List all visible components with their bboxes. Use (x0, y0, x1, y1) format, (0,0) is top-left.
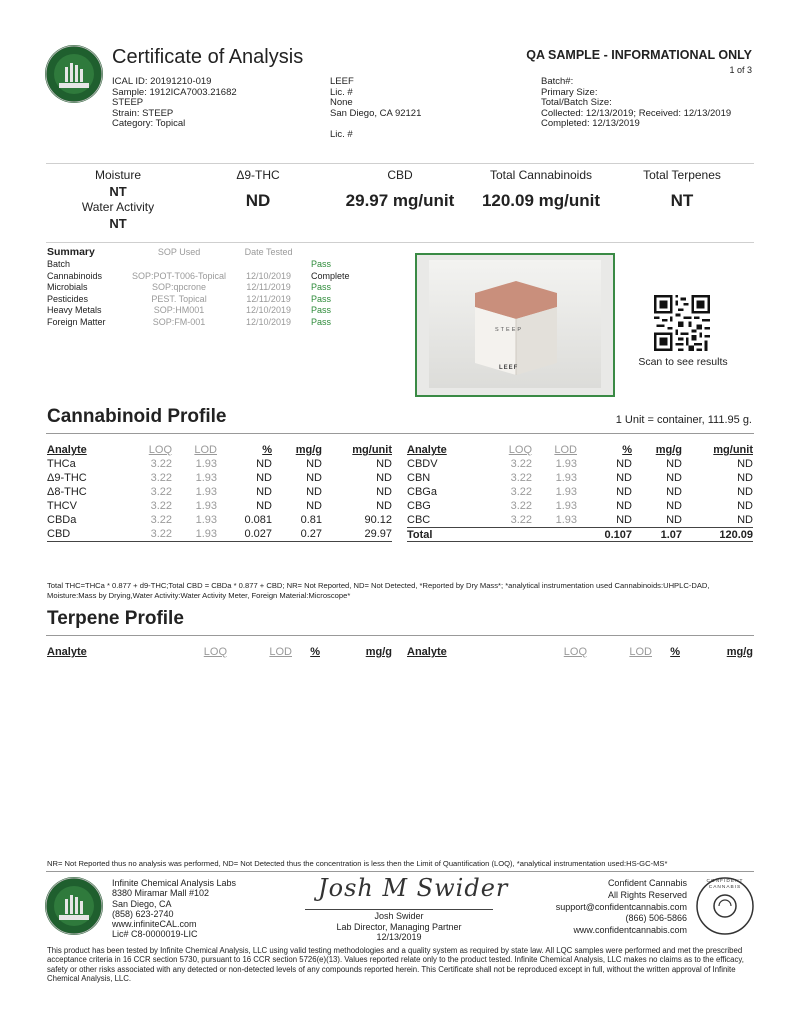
cell-mg-unit: ND (376, 458, 392, 470)
total-lod (532, 528, 577, 543)
divider (46, 163, 754, 164)
sample-line: Category: Topical (112, 118, 186, 129)
cell-analyte: CBDa (47, 514, 77, 526)
table-header (407, 443, 753, 457)
product-brand-top: STEEP (495, 327, 524, 333)
col-loq: LOQ (508, 444, 532, 456)
col-loq: LOQ (148, 444, 172, 456)
cell-percent: 0.027 (244, 528, 272, 540)
cell-analyte: CBN (407, 472, 431, 484)
batch-info (541, 77, 731, 130)
col-lod: LOD (554, 444, 577, 456)
summary-col-sop: SOP Used (157, 246, 201, 257)
lab-logo (45, 45, 103, 103)
moisture-label: Moisture (94, 168, 141, 182)
cannabinoid-footnote: Total THC=THCa * 0.877 + d9-THC;Total CBD = CBDa * 0.877 + CBD; NR= Not Reported, ND= Not Detected, *Reported by Dry Mass*; *analytical instrumentation used Cannabinoids:UHPLC-DAD, Moisture:Mass by Drying,Water Activity:Water Activity Meter, Foreign Material:Microscope* (47, 581, 710, 600)
lab-line: www.infiniteCAL.com (112, 919, 197, 930)
page-title: Certificate of Analysis (112, 46, 304, 68)
table-row (407, 513, 753, 528)
summary-result: Pass (311, 259, 332, 269)
signer-date: 12/13/2019 (376, 932, 422, 942)
sample-line: Strain: STEEP (112, 107, 174, 119)
client-line: Lic. # (330, 86, 353, 98)
cell-loq: 3.22 (150, 458, 172, 470)
cell-analyte: CBC (407, 514, 431, 526)
table-header (47, 645, 392, 659)
summary-date: 12/10/2019 (246, 270, 292, 281)
sample-line: ICAL ID: 20191210-019 (112, 76, 212, 87)
cell-mg-unit: ND (376, 472, 392, 484)
cell-loq: 3.22 (150, 472, 172, 484)
summary-name: Microbials (47, 282, 88, 292)
disclaimer: This product has been tested by Infinite Chemical Analysis, LLC using valid testing methodologies and a quality system as required by state law. All LQC samples were performed and met the prescribed acceptance criteria in 16 CCR section 5730, pursuant to 16 CCR section 5726(e)(13). Values reported relate only to the product tested. Infinite Chemical Analysis, LLC makes no claims as to the efficacy, safety or other risks associated with any detected or non-detected levels of any compounds reported herein. This Certificate shall not be reproduced except in full, without the written approval of Infinite Chemical Analysis, LLC. (47, 946, 744, 984)
summary-sop: SOP:HM001 (153, 305, 205, 315)
cell-lod: 1.93 (555, 472, 577, 484)
client-line (330, 119, 421, 130)
summary-name: Cannabinoids (47, 270, 103, 281)
cell-loq: 3.22 (510, 514, 532, 526)
lab-line: 8380 Miramar Mall #102 (112, 888, 210, 899)
summary-row (47, 271, 371, 283)
moisture-block (58, 168, 178, 232)
cell-loq: 3.22 (510, 500, 532, 512)
table-row (407, 499, 753, 513)
cell-loq: 3.22 (510, 472, 532, 484)
summary-title: Summary (47, 246, 95, 258)
signature-line (305, 909, 493, 910)
thc-value: ND (245, 191, 271, 210)
cell-lod: 1.93 (555, 486, 577, 498)
cell-analyte: CBGa (407, 486, 437, 498)
table-row (407, 485, 753, 499)
cell-mg-unit: 90.12 (364, 514, 392, 526)
cell-analyte: THCV (47, 500, 77, 512)
total-terpenes-block (622, 168, 742, 211)
cell-mg-g: 0.27 (300, 528, 322, 540)
lab-line: (858) 623-2740 (112, 908, 174, 919)
thc-block (198, 168, 318, 211)
qa-label: QA SAMPLE - INFORMATIONAL ONLY (526, 48, 752, 62)
cell-mg-g: ND (666, 486, 682, 498)
cell-mg-g: ND (666, 472, 682, 484)
qr-code-icon (654, 295, 710, 351)
signer-title: Lab Director, Managing Partner (336, 921, 462, 932)
cell-mg-g: ND (306, 472, 322, 484)
summary-sop (132, 259, 226, 271)
cell-mg-unit: ND (376, 500, 392, 512)
terpene-title: Terpene Profile (47, 608, 184, 629)
summary-date: 12/11/2019 (246, 293, 291, 304)
cell-analyte: CBD (47, 528, 71, 540)
cell-lod: 1.93 (195, 472, 217, 484)
cell-lod: 1.93 (555, 500, 577, 512)
summary-result: Pass (311, 316, 332, 327)
cc-line: www.confidentcannabis.com (573, 925, 687, 936)
cannabinoid-table-left (47, 443, 392, 541)
lab-line: San Diego, CA (112, 898, 172, 909)
col-mg-g: mg/g (726, 646, 753, 658)
cbd-label: CBD (387, 168, 413, 182)
summary-result: Complete (311, 270, 350, 281)
table-row (47, 499, 392, 513)
cbd-value: 29.97 mg/unit (345, 191, 455, 210)
cell-percent: ND (616, 500, 632, 512)
batch-line: Collected: 12/13/2019; Received: 12/13/2019 (541, 107, 732, 119)
total-mg-g: 1.07 (660, 529, 682, 541)
table-row (47, 513, 392, 527)
cell-percent: ND (616, 472, 632, 484)
cell-mg-unit: ND (376, 486, 392, 498)
table-header (47, 443, 392, 457)
total-terpenes-value: NT (670, 191, 694, 210)
col-lod: LOD (269, 646, 292, 658)
cell-mg-unit: ND (737, 472, 753, 484)
summary-row (47, 305, 371, 317)
cell-lod: 1.93 (195, 486, 217, 498)
total-mg-unit: 120.09 (719, 529, 753, 541)
client-line: LEEF (330, 76, 354, 87)
col-lod: LOD (629, 646, 652, 658)
divider (46, 871, 754, 872)
cc-line: All Rights Reserved (607, 889, 687, 900)
confident-cannabis-info (556, 878, 687, 937)
total-loq (487, 528, 532, 543)
cell-percent: 0.081 (244, 514, 272, 526)
table-row (47, 471, 392, 485)
cell-mg-g: ND (306, 458, 322, 470)
terpene-table-left (47, 645, 392, 659)
cell-mg-g: ND (666, 500, 682, 512)
cell-mg-unit: 29.97 (364, 528, 392, 540)
divider (46, 433, 754, 434)
col-mg-g: mg/g (295, 444, 322, 456)
client-info (330, 77, 421, 140)
lab-line: Infinite Chemical Analysis Labs (112, 878, 237, 888)
footer-lab-logo (45, 877, 103, 935)
summary-table (47, 246, 371, 328)
client-line: Lic. # (330, 128, 353, 140)
total-row (407, 528, 753, 543)
cell-lod: 1.93 (555, 514, 577, 526)
water-activity-value: NT (109, 216, 127, 231)
col-percent: % (262, 444, 272, 456)
table-row (47, 527, 392, 541)
total-terpenes-label: Total Terpenes (643, 168, 721, 182)
batch-line: Primary Size: (541, 86, 598, 98)
cell-mg-unit: ND (737, 486, 753, 498)
summary-section (47, 246, 371, 328)
table-row (47, 485, 392, 499)
cell-percent: ND (616, 458, 632, 470)
summary-col-date: Date Tested (244, 246, 293, 257)
total-cannabinoids-value: 120.09 mg/unit (481, 191, 601, 210)
cell-analyte: CBG (407, 500, 431, 512)
lab-line: Lic# C8-0000019-LIC (112, 929, 198, 940)
summary-result: Pass (311, 282, 332, 292)
col-analyte: Analyte (47, 444, 87, 456)
col-mg-unit: mg/unit (352, 444, 392, 456)
signer-block (305, 911, 493, 943)
col-loq: LOQ (563, 646, 587, 658)
col-mg-g: mg/g (365, 646, 392, 658)
cell-lod: 1.93 (195, 528, 217, 540)
table-row (47, 457, 392, 471)
moisture-value: NT (109, 184, 127, 199)
client-line: None (330, 97, 353, 108)
cell-mg-unit: ND (737, 458, 753, 470)
summary-result: Pass (311, 293, 332, 304)
product-photo (415, 253, 615, 397)
qr-code[interactable] (654, 295, 710, 351)
col-analyte: Analyte (47, 646, 87, 658)
col-percent: % (310, 646, 320, 658)
batch-line: Completed: 12/13/2019 (541, 118, 640, 129)
summary-date: 12/10/2019 (246, 305, 292, 315)
divider (46, 635, 754, 636)
summary-name: Heavy Metals (47, 305, 102, 315)
water-activity-label: Water Activity (81, 200, 155, 214)
cell-analyte: Δ8-THC (47, 486, 87, 498)
thc-label: Δ9-THC (236, 168, 280, 182)
col-percent: % (670, 646, 680, 658)
sample-info (112, 77, 237, 130)
cell-lod: 1.93 (195, 514, 217, 526)
table-row (407, 457, 753, 471)
cell-percent: ND (256, 458, 272, 470)
summary-date (226, 259, 311, 271)
cell-lod: 1.93 (195, 458, 217, 470)
divider (46, 242, 754, 243)
total-cannabinoids-block (470, 168, 612, 211)
cannabinoid-table-right (407, 443, 753, 542)
summary-sop: SOP:FM-001 (152, 316, 206, 327)
cell-loq: 3.22 (510, 486, 532, 498)
product-brand-bottom: LEEF (499, 365, 519, 371)
cell-mg-unit: ND (737, 500, 753, 512)
table-bottom-rule (407, 541, 753, 542)
cell-percent: ND (616, 486, 632, 498)
cc-line: (866) 506-5866 (625, 913, 687, 924)
confident-cannabis-seal (695, 876, 755, 936)
table-row (407, 471, 753, 485)
cell-lod: 1.93 (195, 500, 217, 512)
summary-sop: SOP:qpcrone (152, 282, 207, 292)
cell-mg-g: ND (306, 500, 322, 512)
summary-col-result (311, 246, 371, 259)
summary-name: Batch (47, 259, 71, 269)
client-line: San Diego, CA 92121 (330, 107, 422, 119)
cannabinoid-title: Cannabinoid Profile (47, 406, 227, 427)
lab-address (112, 878, 236, 940)
summary-date: 12/10/2019 (246, 316, 292, 327)
summary-result: Pass (311, 305, 332, 315)
qr-caption: Scan to see results (638, 356, 728, 368)
table-header (407, 645, 753, 659)
cell-mg-g: 0.81 (300, 514, 322, 526)
total-percent: 0.107 (604, 529, 632, 541)
summary-name: Pesticides (47, 293, 89, 304)
cell-percent: ND (616, 514, 632, 526)
summary-sop: PEST. Topical (151, 293, 207, 304)
cell-lod: 1.93 (555, 458, 577, 470)
unit-note: 1 Unit = container, 111.95 g. (615, 414, 752, 426)
cell-loq: 3.22 (150, 514, 172, 526)
total-cannabinoids-label: Total Cannabinoids (489, 168, 593, 182)
summary-row (47, 294, 371, 306)
summary-name: Foreign Matter (47, 316, 106, 327)
col-lod: LOD (194, 444, 217, 456)
table-bottom-rule (47, 541, 392, 542)
cell-percent: ND (256, 486, 272, 498)
cell-analyte: CBDV (407, 458, 438, 470)
cell-loq: 3.22 (150, 500, 172, 512)
cbd-block (330, 168, 470, 211)
cell-percent: ND (256, 500, 272, 512)
col-analyte: Analyte (407, 646, 447, 658)
summary-row (47, 259, 371, 271)
terpene-table-right (407, 645, 753, 659)
cell-analyte: Δ9-THC (47, 472, 87, 484)
sample-line: STEEP (112, 97, 144, 108)
summary-row (47, 317, 371, 329)
signer-name: Josh Swider (374, 911, 424, 921)
signature: Josh M Swider (318, 874, 509, 902)
cell-mg-unit: ND (737, 514, 753, 526)
terpene-footnote: NR= Not Reported thus no analysis was performed, ND= Not Detected thus the concentration is less then the Limit of Quantification (LOQ), *analytical instrumentation used:HS-GC-MS* (47, 859, 668, 868)
cell-mg-g: ND (306, 486, 322, 498)
col-mg-g: mg/g (655, 444, 682, 456)
cell-mg-g: ND (666, 514, 682, 526)
col-percent: % (622, 444, 632, 456)
cell-loq: 3.22 (510, 458, 532, 470)
page-number: 1 of 3 (729, 65, 752, 75)
cell-analyte: THCa (47, 458, 76, 470)
cc-line: support@confidentcannabis.com (555, 901, 687, 912)
cell-loq: 3.22 (150, 486, 172, 498)
col-loq: LOQ (203, 646, 227, 658)
cell-mg-g: ND (666, 458, 682, 470)
summary-row (47, 282, 371, 294)
cell-loq: 3.22 (150, 528, 172, 540)
col-analyte: Analyte (407, 444, 447, 456)
col-mg-unit: mg/unit (713, 444, 753, 456)
batch-line: Batch#: (541, 76, 574, 87)
sample-line: Sample: 1912ICA7003.21682 (112, 86, 237, 98)
batch-line: Total/Batch Size: (541, 97, 612, 108)
cc-line: Confident Cannabis (607, 878, 687, 888)
seal-text: CONFIDENT CANNABIS (706, 879, 744, 890)
summary-sop: SOP:POT-T006-Topical (132, 270, 227, 281)
cell-percent: ND (256, 472, 272, 484)
summary-date: 12/11/2019 (246, 282, 291, 292)
total-label: Total (407, 529, 433, 541)
